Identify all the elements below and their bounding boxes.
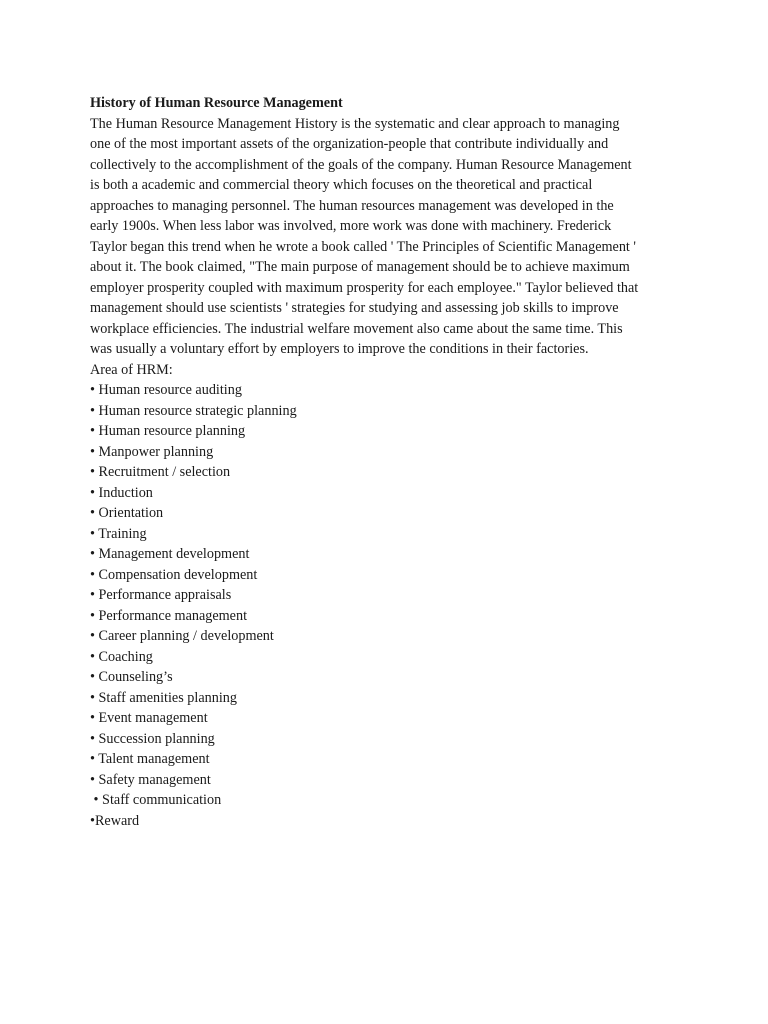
area-heading: Area of HRM: [90, 361, 173, 378]
paragraph-line: management should use scientists ' strategies for studying and assessing job skills to improve [90, 300, 619, 316]
list-item: • Succession planning [90, 730, 215, 747]
paragraph-line: Taylor began this trend when he wrote a book called ' The Principles of Scientific Management ' [90, 238, 636, 255]
list-item: • Orientation [90, 505, 164, 521]
document-page [90, 93, 690, 831]
list-item: •Reward [90, 812, 140, 829]
list-item: • Counseling’s [90, 669, 173, 685]
paragraph-line: collectively to the accomplishment of the goals of the company. Human Resource Management [90, 156, 632, 173]
list-item: • Human resource planning [90, 423, 246, 439]
paragraph-line: about it. The book claimed, "The main purpose of management should be to achieve maximum [90, 259, 630, 275]
paragraph-line: was usually a voluntary effort by employers to improve the conditions in their factories. [90, 341, 589, 357]
list-item: • Performance appraisals [90, 587, 232, 603]
list-item: • Manpower planning [90, 443, 214, 460]
paragraph-line: is both a academic and commercial theory which focuses on the theoretical and practical [90, 177, 593, 193]
list-item: • Recruitment / selection [90, 464, 231, 480]
body-paragraph [90, 114, 690, 360]
list-item: • Staff amenities planning [90, 689, 237, 706]
paragraph-line: employer prosperity coupled with maximum prosperity for each employee." Taylor believed that [90, 279, 639, 296]
paragraph-line: The Human Resource Management History is the systematic and clear approach to managing [90, 115, 620, 132]
area-list [90, 380, 690, 831]
list-item: • Staff communication [90, 792, 222, 808]
paragraph-line: one of the most important assets of the organization-people that contribute individually and [90, 136, 609, 152]
list-item: • Performance management [90, 607, 248, 624]
paragraph-line: workplace efficiencies. The industrial welfare movement also came about the same time. This [90, 320, 623, 337]
list-item: • Talent management [90, 751, 210, 767]
list-item: • Career planning / development [90, 628, 274, 644]
list-item: • Human resource strategic planning [90, 402, 297, 419]
list-item: • Coaching [90, 648, 153, 665]
list-item: • Training [90, 525, 147, 542]
list-item: • Event management [90, 710, 208, 726]
document-title: History of Human Resource Management [90, 95, 343, 111]
list-item: • Induction [90, 484, 153, 501]
list-item: • Safety management [90, 771, 211, 788]
list-item: • Compensation development [90, 566, 258, 583]
list-item: • Human resource auditing [90, 382, 242, 398]
list-item: • Management development [90, 546, 250, 562]
paragraph-line: early 1900s. When less labor was involved, more work was done with machinery. Frederick [90, 218, 612, 234]
paragraph-line: approaches to managing personnel. The human resources management was developed in the [90, 197, 614, 214]
